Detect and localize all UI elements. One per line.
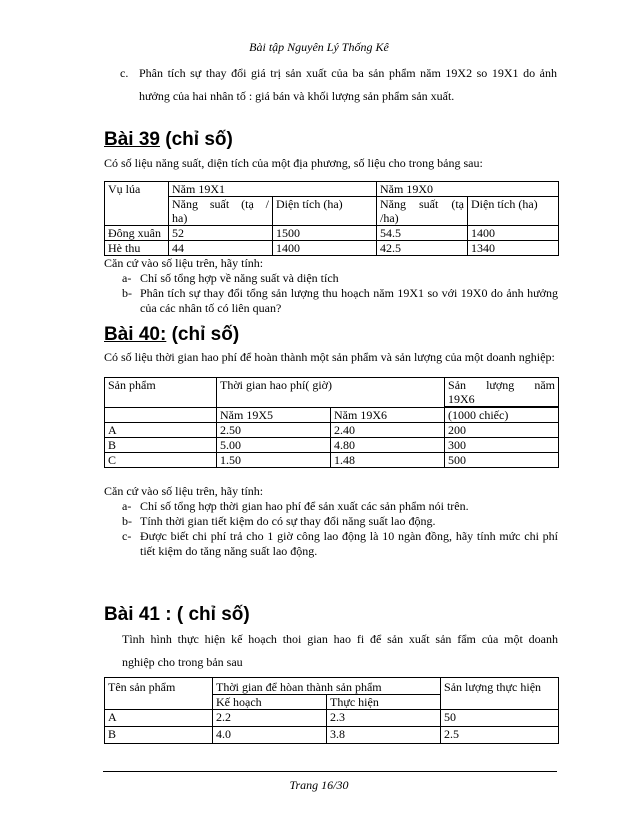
b41-r1-c2: 3.8 xyxy=(327,727,441,744)
b40-h-sl-b: 19X6 xyxy=(448,392,475,406)
b40-r1-c1: 5.00 xyxy=(217,438,331,453)
b40-r2-c2: 1.48 xyxy=(331,453,445,468)
b39-h-year0: Năm 19X0 xyxy=(377,182,559,197)
b39-title-rest: (chỉ số) xyxy=(159,129,233,150)
list-item xyxy=(122,271,558,286)
b40-item-c-marker: c- xyxy=(122,529,132,543)
page-footer: Trang 16/30 xyxy=(289,778,349,792)
b39-r1-c2: 1400 xyxy=(273,241,377,256)
b39-r0-c3: 54.5 xyxy=(377,226,468,241)
b40-h-tg: Thời gian hao phí( giờ) xyxy=(217,378,445,408)
b40-r0-c3: 200 xyxy=(445,423,559,438)
page-header: Bài tập Nguyên Lý Thống Kê xyxy=(249,40,389,54)
b40-r1-name: B xyxy=(105,438,217,453)
table-row xyxy=(105,423,559,438)
b41-r0-c1: 2.2 xyxy=(213,710,327,727)
b39-table xyxy=(104,181,559,256)
b39-title-main: Bài 39 xyxy=(104,129,160,150)
b40-h-unit: (1000 chiếc) xyxy=(445,408,559,423)
b40-r1-c2: 4.80 xyxy=(331,438,445,453)
table-row xyxy=(105,710,559,727)
b41-title: Bài 41 : ( chỉ số) xyxy=(104,604,250,625)
list-item xyxy=(122,514,558,529)
b41-r0-c3: 50 xyxy=(441,710,559,727)
b41-r1-c1: 4.0 xyxy=(213,727,327,744)
b39-h-ns1 xyxy=(169,197,273,226)
b40-h-sp: Sản phẩm xyxy=(105,378,217,408)
b39-item-b-text: Phân tích sự thay đổi tổng sản lượng thu hoạch năm 19X1 so với 19X0 do ảnh hưởng của các nhân tố có liên quan? xyxy=(140,286,558,315)
b41-r1-name: B xyxy=(105,727,213,744)
b39-h-ns1-a: Năng suất (tạ / xyxy=(172,197,269,211)
b39-item-b-marker: b- xyxy=(122,286,132,300)
footer-divider xyxy=(103,771,557,772)
b40-item-a-text: Chỉ số tổng hợp thời gian hao phí để sản xuất các sản phẩm nói trên. xyxy=(140,499,469,513)
b39-r0-name: Đông xuân xyxy=(105,226,169,241)
b40-table xyxy=(104,377,559,468)
b39-r0-c2: 1500 xyxy=(273,226,377,241)
table-row xyxy=(105,226,559,241)
b41-intro-line1: Tình hình thực hiện kế hoạch thoi gian hao fi để sản xuất sản fẩm của một doanh xyxy=(122,632,558,646)
b40-r0-name: A xyxy=(105,423,217,438)
b40-item-b-marker: b- xyxy=(122,514,132,528)
b39-h-vu-lua: Vụ lúa xyxy=(105,182,169,226)
b40-title xyxy=(104,324,239,346)
b41-r0-c2: 2.3 xyxy=(327,710,441,727)
b41-h-sl: Sản lượng thực hiện xyxy=(441,678,559,710)
b40-r0-c1: 2.50 xyxy=(217,423,331,438)
b39-h-ns0-a: Năng suất (tạ xyxy=(380,197,464,211)
b39-r1-c1: 44 xyxy=(169,241,273,256)
b41-intro-line2: nghiệp cho trong bản sau xyxy=(122,655,243,669)
b39-lead: Căn cứ vào số liệu trên, hãy tính: xyxy=(104,256,264,270)
b40-item-b-text: Tính thời gian tiết kiệm do có sự thay đổi năng suất lao động. xyxy=(140,514,436,528)
b40-item-a-marker: a- xyxy=(122,499,132,513)
b39-h-ns0 xyxy=(377,197,468,226)
item-c-marker: c. xyxy=(120,66,129,80)
b40-intro: Có số liệu thời gian hao phí để hoàn thành một sản phẩm và sản lượng của một doanh nghiệp: xyxy=(104,350,555,364)
item-c-line2: hưởng của hai nhân tố : giá bán và khối lượng sản phẩm sản xuất. xyxy=(139,89,455,103)
b40-h-y5: Năm 19X5 xyxy=(217,408,331,423)
item-c-line1: Phân tích sự thay đổi giá trị sản xuất của ba sản phẩm năm 19X2 so 19X1 do ảnh xyxy=(139,66,557,80)
b41-r1-c3: 2.5 xyxy=(441,727,559,744)
b40-h-sl-a: Sản lượng năm xyxy=(448,378,556,392)
table-row xyxy=(105,727,559,744)
b39-r0-c4: 1400 xyxy=(468,226,559,241)
b40-title-main: Bài 40: xyxy=(104,324,167,345)
b41-h-tg: Thời gian để hòan thành sản phẩm xyxy=(213,678,441,695)
table-row xyxy=(105,453,559,468)
b40-r2-c1: 1.50 xyxy=(217,453,331,468)
b39-item-a-marker: a- xyxy=(122,271,132,285)
b39-r1-c4: 1340 xyxy=(468,241,559,256)
b40-list xyxy=(122,499,558,559)
b40-lead: Căn cứ vào số liệu trên, hãy tính: xyxy=(104,484,264,498)
b40-r2-name: C xyxy=(105,453,217,468)
b40-r2-c3: 500 xyxy=(445,453,559,468)
table-row xyxy=(105,241,559,256)
b40-h-sl xyxy=(445,378,559,407)
b41-table xyxy=(104,677,559,744)
b41-h-kh: Kế hoạch xyxy=(213,695,327,710)
b40-r1-c3: 300 xyxy=(445,438,559,453)
b40-h-y6: Năm 19X6 xyxy=(331,408,445,423)
b39-h-dt0: Diện tích (ha) xyxy=(468,197,559,226)
b39-title xyxy=(104,129,233,151)
b40-h-empty xyxy=(105,408,217,423)
b40-r0-c2: 2.40 xyxy=(331,423,445,438)
b39-item-a-text: Chỉ số tổng hợp về năng suất và diện tích xyxy=(140,271,339,285)
list-item xyxy=(122,286,558,316)
b41-h-ten: Tên sản phẩm xyxy=(105,678,213,710)
b39-list xyxy=(122,271,558,316)
list-item xyxy=(122,529,558,559)
table-row xyxy=(105,438,559,453)
b41-r0-name: A xyxy=(105,710,213,727)
b39-h-dt1: Diện tích (ha) xyxy=(273,197,377,226)
list-item xyxy=(122,499,558,514)
b39-r1-name: Hè thu xyxy=(105,241,169,256)
b39-r0-c1: 52 xyxy=(169,226,273,241)
b41-h-th: Thực hiện xyxy=(327,695,441,710)
b39-intro: Có số liệu năng suất, diện tích của một địa phương, số liệu cho trong bảng sau: xyxy=(104,156,483,170)
b40-item-c-text: Được biết chi phí trả cho 1 giờ công lao động là 10 ngàn đồng, hãy tính mức chi phí tiết kiệm do tăng năng suất lao động. xyxy=(140,529,558,558)
b39-h-ns0-b: /ha) xyxy=(380,211,399,225)
b39-r1-c3: 42.5 xyxy=(377,241,468,256)
b39-h-year1: Năm 19X1 xyxy=(169,182,377,197)
b39-h-ns1-b: ha) xyxy=(172,211,188,225)
b40-title-rest: (chỉ số) xyxy=(166,324,240,345)
